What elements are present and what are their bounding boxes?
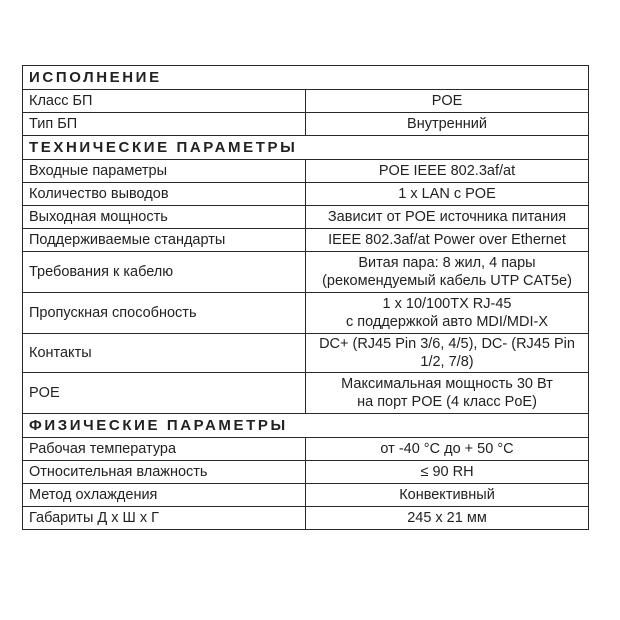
spec-row: [23, 438, 589, 461]
spec-value-line: на порт POE (4 класс PoE): [357, 394, 537, 410]
spec-value: [306, 229, 589, 252]
spec-row: [23, 160, 589, 183]
spec-value: [306, 160, 589, 183]
spec-row: [23, 206, 589, 229]
spec-value-line: (рекомендуемый кабель UTP CAT5e): [322, 273, 572, 289]
spec-value-line: 1 x LAN c POE: [398, 186, 496, 202]
section-header-row: [23, 414, 589, 438]
spec-value: [306, 438, 589, 461]
section-header-row: [23, 66, 589, 90]
spec-label: Поддерживаемые стандарты: [23, 229, 306, 252]
spec-value: [306, 507, 589, 530]
spec-row: [23, 484, 589, 507]
spec-value-line: 1 x 10/100TX RJ-45: [382, 296, 512, 312]
spec-value-line: от -40 °С до + 50 °С: [380, 441, 514, 457]
spec-value: [306, 373, 589, 414]
spec-value: [306, 252, 589, 293]
spec-value: [306, 113, 589, 136]
spec-label: Контакты: [23, 334, 306, 373]
spec-row: [23, 113, 589, 136]
spec-value: [306, 484, 589, 507]
spec-label: Входные параметры: [23, 160, 306, 183]
spec-label: Класс БП: [23, 90, 306, 113]
spec-value-line: 245 x 21 мм: [407, 510, 487, 526]
spec-value-line: Конвективный: [399, 487, 495, 503]
spec-table: [22, 65, 589, 530]
spec-value: [306, 183, 589, 206]
spec-label: Количество выводов: [23, 183, 306, 206]
spec-value: [306, 206, 589, 229]
section-title: ФИЗИЧЕСКИЕ ПАРАМЕТРЫ: [23, 414, 589, 438]
spec-label: Габариты Д х Ш х Г: [23, 507, 306, 530]
spec-value: [306, 293, 589, 334]
section-header-row: [23, 136, 589, 160]
spec-value: [306, 461, 589, 484]
spec-label: Относительная влажность: [23, 461, 306, 484]
spec-value-line: Внутренний: [407, 116, 487, 132]
spec-label: Пропускная способность: [23, 293, 306, 334]
spec-value-line: Витая пара: 8 жил, 4 пары: [358, 255, 536, 271]
spec-row: [23, 293, 589, 334]
spec-value: [306, 90, 589, 113]
spec-label: Тип БП: [23, 113, 306, 136]
section-title: ИСПОЛНЕНИЕ: [23, 66, 589, 90]
spec-value: [306, 334, 589, 373]
spec-row: [23, 183, 589, 206]
spec-row: [23, 334, 589, 373]
spec-value-line: POE IEEE 802.3af/at: [378, 163, 516, 179]
spec-value-line: с поддержкой авто MDI/MDI-X: [345, 314, 549, 330]
spec-row: [23, 90, 589, 113]
spec-value-line: IEEE 802.3af/at Power over Ethernet: [328, 232, 566, 248]
spec-value-line: DC+ (RJ45 Pin 3/6, 4/5), DC- (RJ45 Pin 1/2, 7/8): [319, 336, 575, 370]
spec-label: POE: [23, 373, 306, 414]
spec-label: Выходная мощность: [23, 206, 306, 229]
spec-label: Метод охлаждения: [23, 484, 306, 507]
spec-value-line: Максимальная мощность 30 Вт: [341, 376, 553, 392]
spec-row: [23, 229, 589, 252]
spec-label: Требования к кабелю: [23, 252, 306, 293]
spec-row: [23, 373, 589, 414]
spec-value-line: POE: [431, 93, 463, 109]
spec-row: [23, 461, 589, 484]
spec-row: [23, 252, 589, 293]
spec-row: [23, 507, 589, 530]
spec-label: Рабочая температура: [23, 438, 306, 461]
section-title: ТЕХНИЧЕСКИЕ ПАРАМЕТРЫ: [23, 136, 589, 160]
spec-table-body: [23, 66, 589, 530]
spec-value-line: ≤ 90 RH: [420, 464, 474, 480]
spec-value-line: Зависит от POE источника питания: [327, 209, 567, 225]
